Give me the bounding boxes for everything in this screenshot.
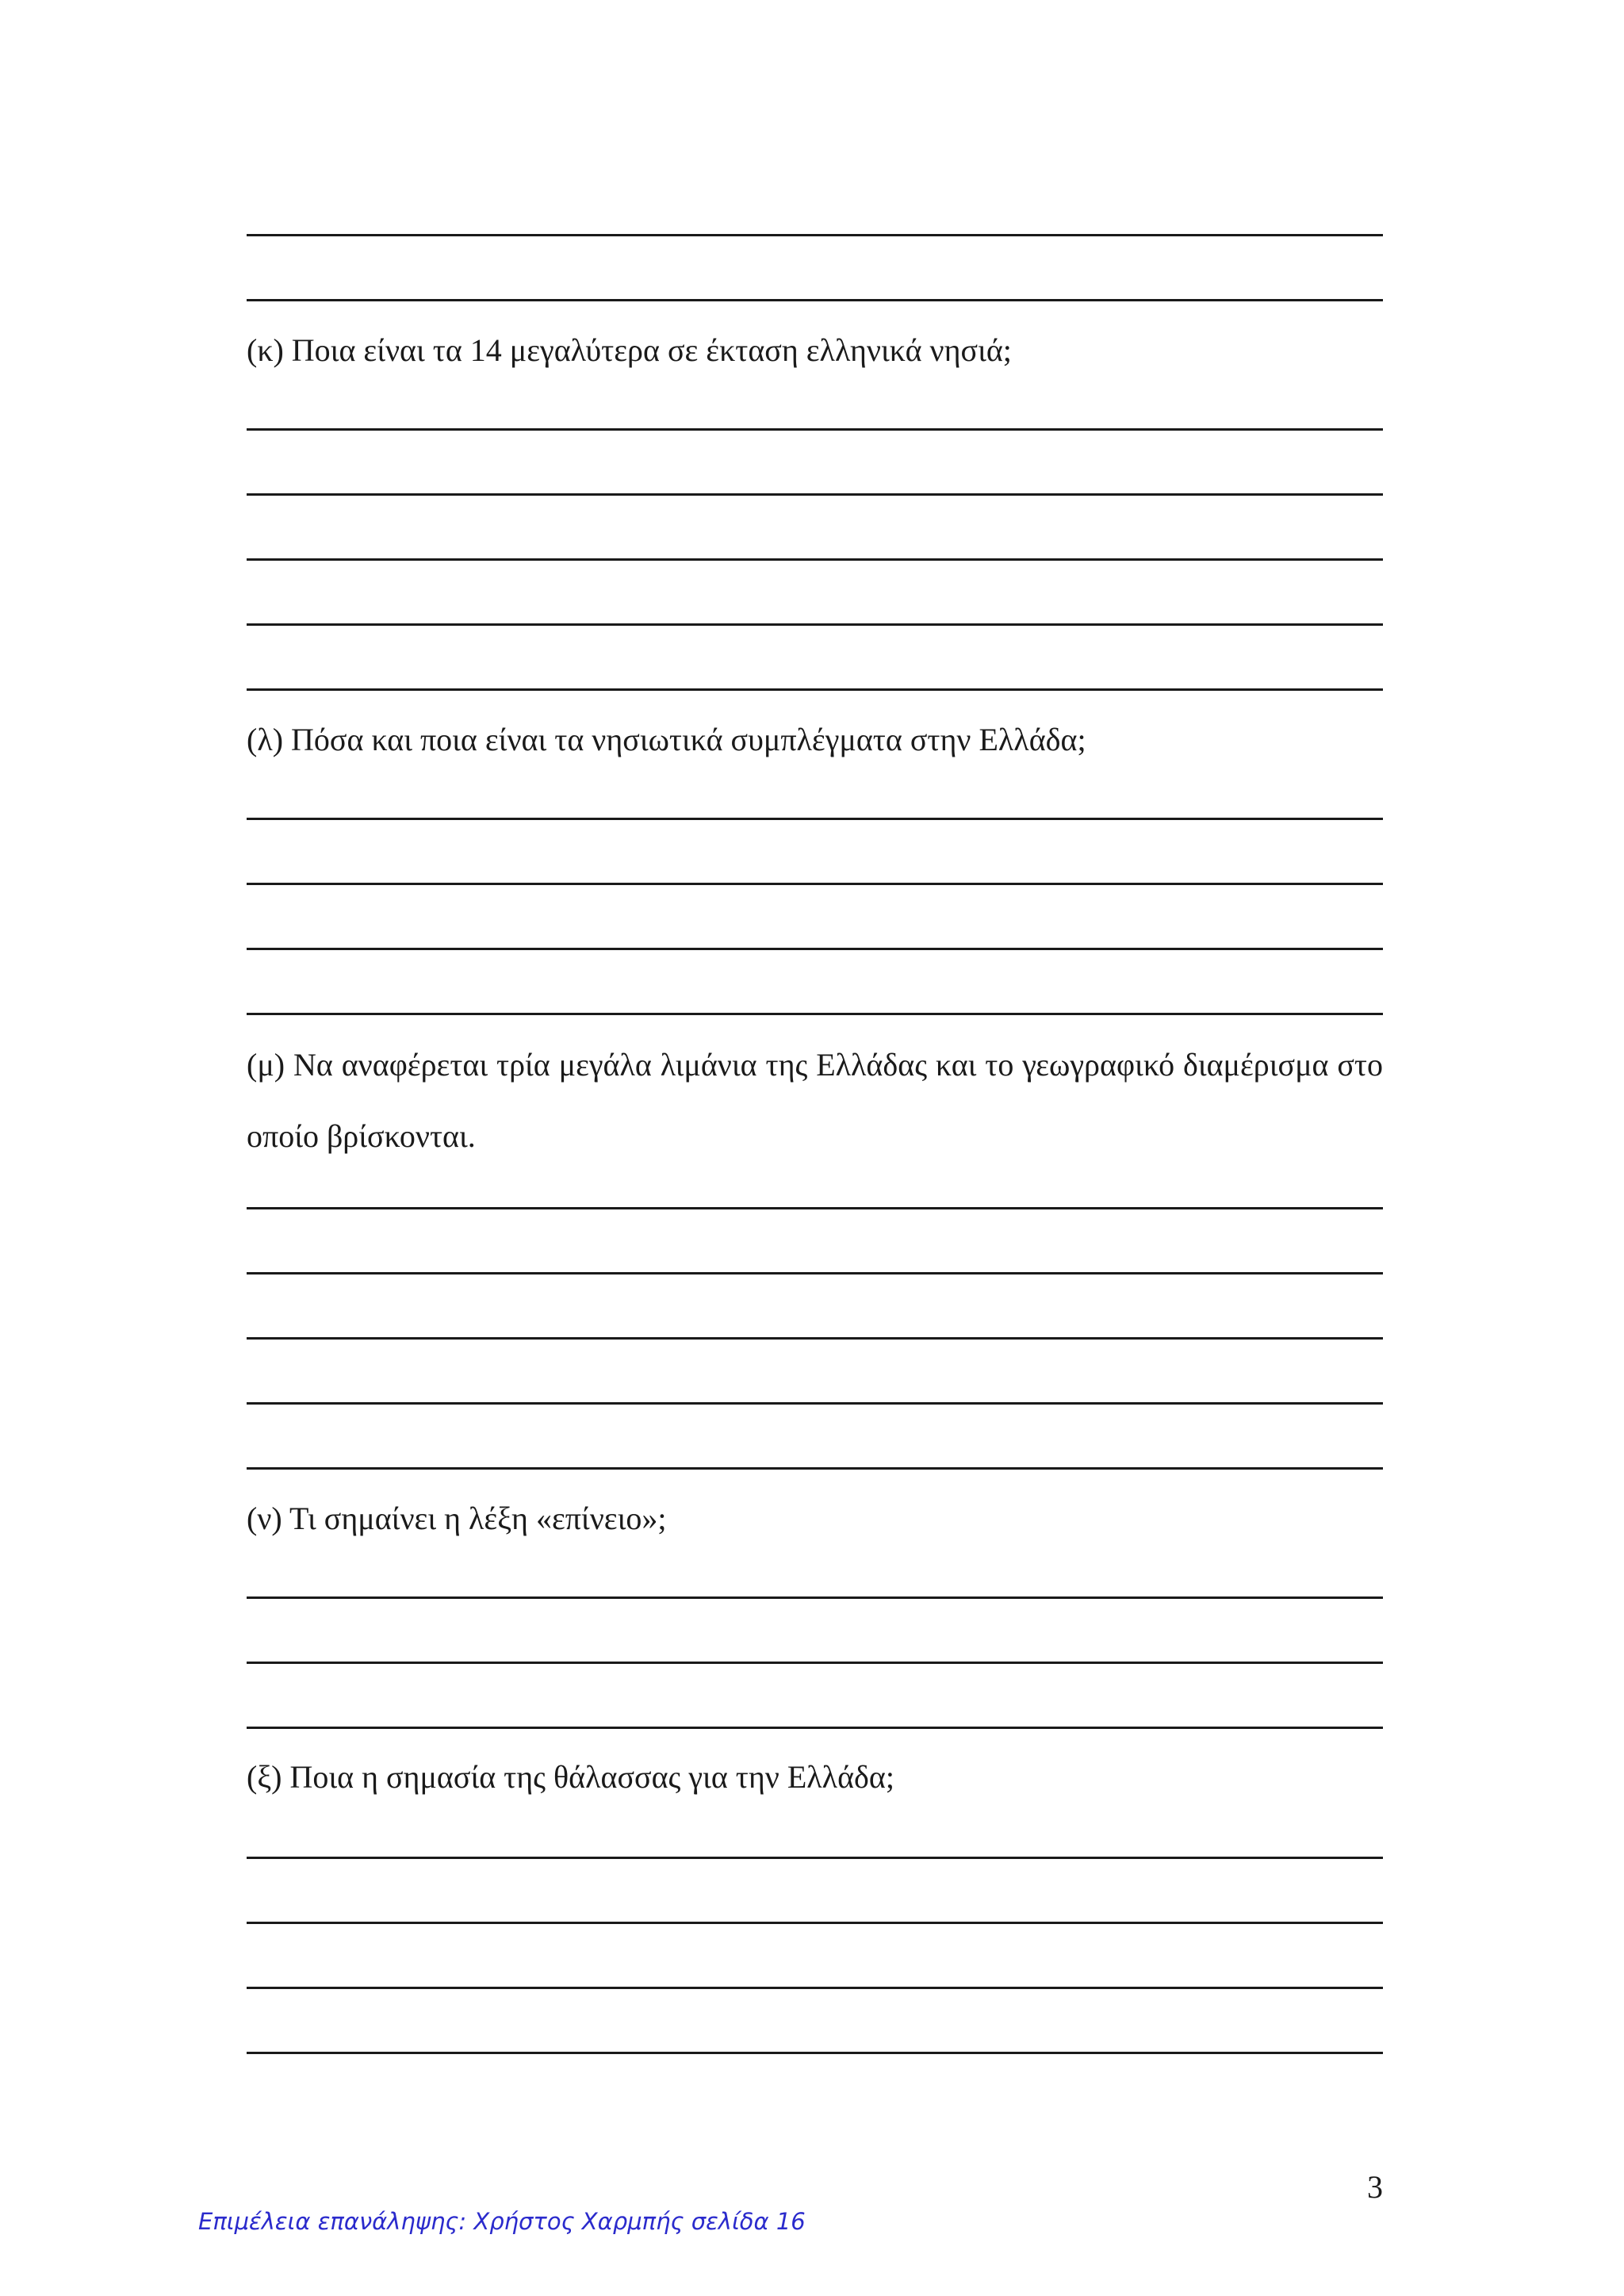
answer-line <box>247 948 1383 950</box>
answer-line <box>247 1013 1383 1015</box>
answer-line <box>247 558 1383 561</box>
answer-line <box>247 1727 1383 1729</box>
answer-line <box>247 883 1383 885</box>
question-m: (μ) Να αναφέρεται τρία μεγάλα λιμάνια της Ελλάδας και το γεωγραφικό διαμέρισμα στο οποίο βρίσκονται. <box>247 1047 1383 1154</box>
answer-line <box>247 1402 1383 1405</box>
answer-line <box>247 234 1383 236</box>
answer-line <box>247 1272 1383 1274</box>
answer-line <box>247 688 1383 691</box>
answer-line <box>247 1662 1383 1664</box>
answer-line <box>247 2052 1383 2054</box>
answer-line <box>247 1922 1383 1924</box>
question-n: (ν) Τι σημαίνει η λέξη «επίνειο»; <box>247 1501 667 1536</box>
footer-credit: Επιμέλεια επανάληψης: Χρήστος Χαρμπής σελίδα 16 <box>198 2208 806 2235</box>
question-k: (κ) Ποια είναι τα 14 μεγαλύτερα σε έκταση ελληνικά νησιά; <box>247 332 1012 368</box>
answer-line <box>247 1987 1383 1989</box>
answer-line <box>247 428 1383 431</box>
answer-line <box>247 1857 1383 1859</box>
answer-line <box>247 493 1383 496</box>
answer-line <box>247 1207 1383 1209</box>
answer-line <box>247 299 1383 301</box>
question-l: (λ) Πόσα και ποια είναι τα νησιωτικά συμπλέγματα στην Ελλάδα; <box>247 722 1086 757</box>
page-number: 3 <box>1367 2169 1383 2205</box>
answer-line <box>247 1337 1383 1340</box>
answer-line <box>247 623 1383 626</box>
answer-line <box>247 1467 1383 1470</box>
answer-line <box>247 818 1383 820</box>
question-x: (ξ) Ποια η σημασία της θάλασσας για την Ελλάδα; <box>247 1759 894 1795</box>
answer-line <box>247 1596 1383 1599</box>
